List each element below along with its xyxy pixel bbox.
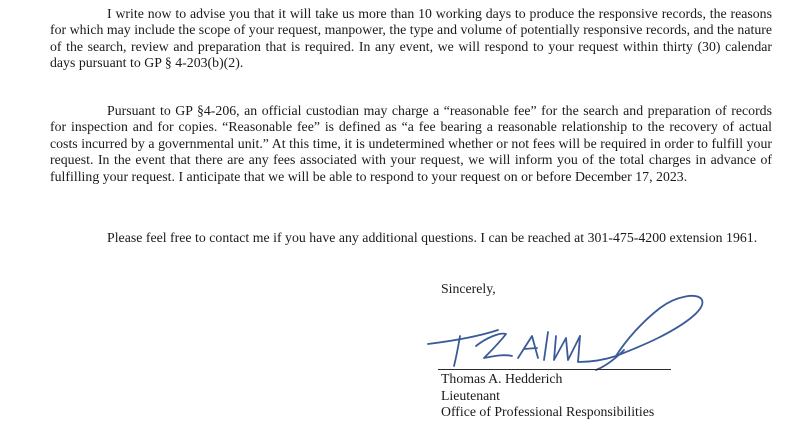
- body-paragraph-contact: Please feel free to contact me if you have any additional questions. I can be reached at 301-475-4200 extension 1961.: [107, 230, 758, 245]
- signer-office: Office of Professional Responsibilities: [441, 404, 655, 419]
- body-paragraph-fees: Pursuant to GP §4-206, an official custodian may charge a “reasonable fee” for the search and preparation of records for inspection and for copies. “Reasonable fee” is defined as “a fee bearing a reasonable relationship to the recovery of actual costs incurred by a governmental unit.” At this time, it is undetermined whether or not fees will be required in order to fulfill your request. In the event that there are any fees associated with your request, we will inform you of the total charges in advance of fulfilling your request. I anticipate that we will be able to respond to your request on or before December 17, 2023.: [50, 103, 772, 184]
- signer-title: Lieutenant: [441, 388, 500, 403]
- signature-line: [438, 369, 671, 370]
- closing-salutation: Sincerely,: [441, 281, 496, 296]
- signer-name: Thomas A. Hedderich: [441, 371, 563, 386]
- handwritten-signature: [420, 286, 710, 372]
- body-paragraph-processing-time: I write now to advise you that it will take us more than 10 working days to produce the responsive records, the reasons for which may include the scope of your request, manpower, the type and volume of potentially responsive records, and the nature of the search, review and preparation that is required. In any event, we will respond to your request within thirty (30) calendar days pursuant to GP § 4-203(b)(2).: [50, 6, 772, 71]
